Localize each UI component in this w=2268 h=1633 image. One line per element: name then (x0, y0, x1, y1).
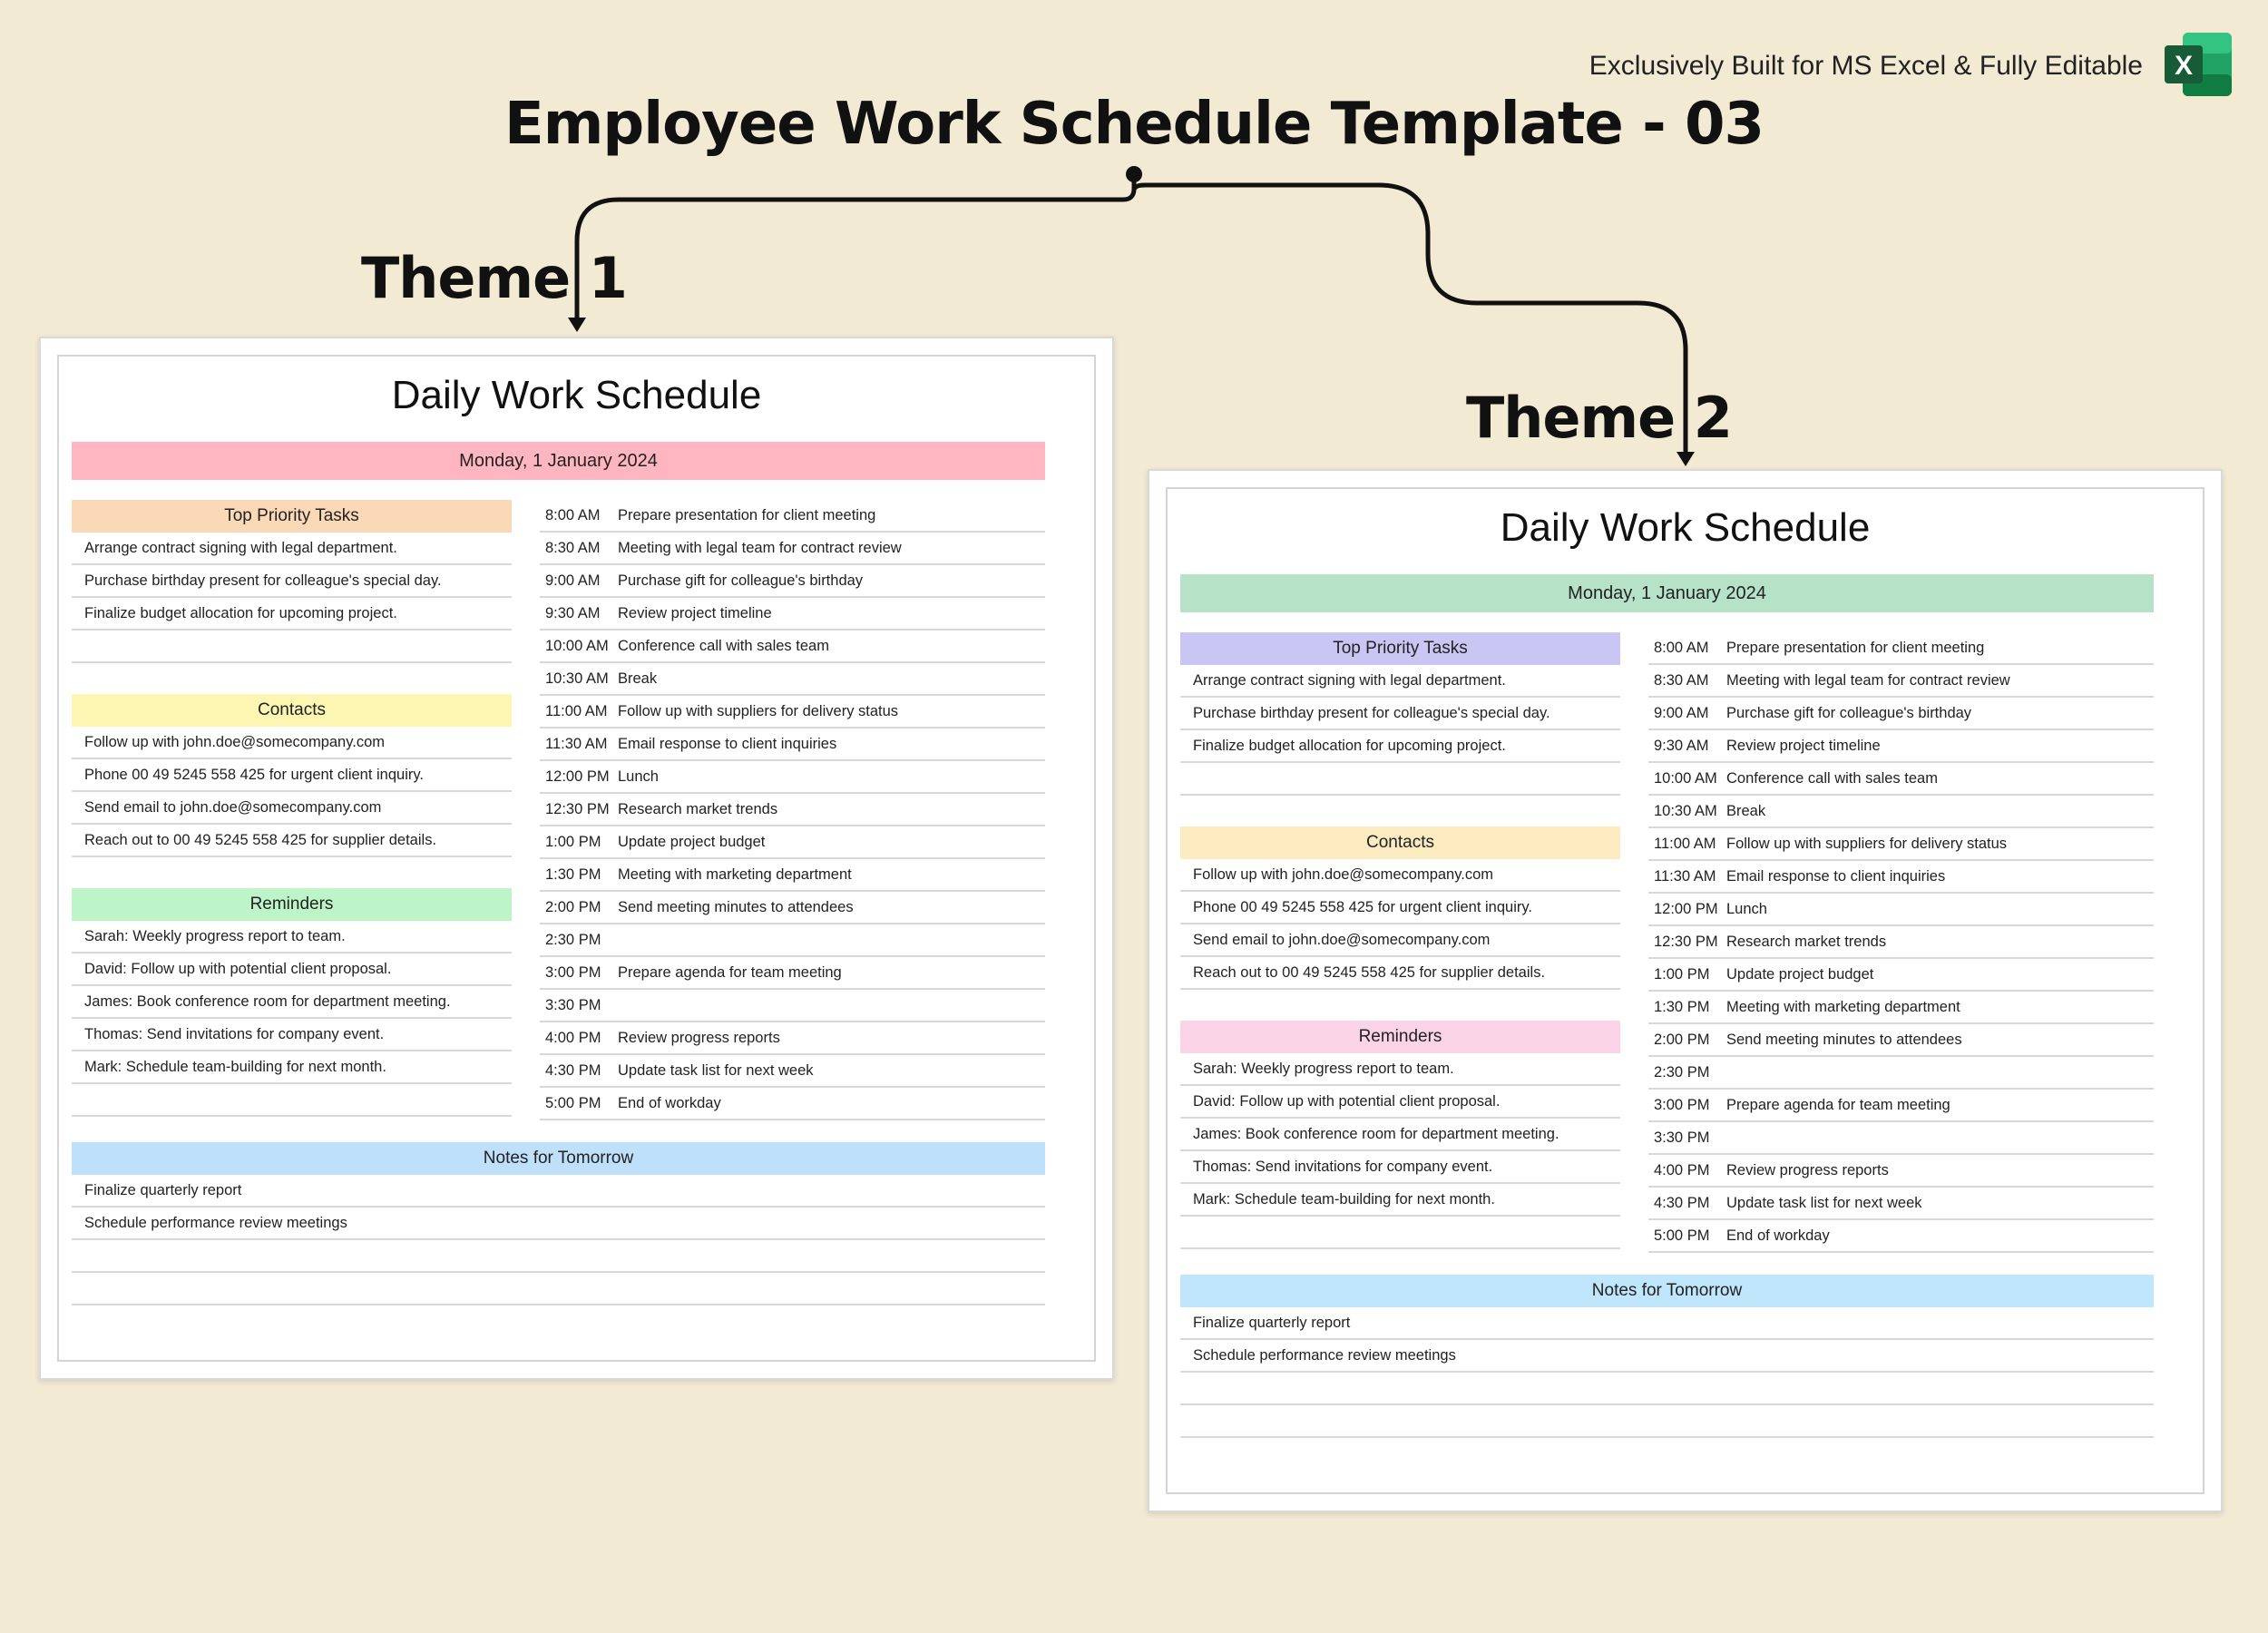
date-banner: Monday, 1 January 2024 (1180, 574, 2154, 612)
schedule-time: 11:30 AM (545, 736, 608, 752)
contacts-item: Follow up with john.doe@somecompany.com (1180, 859, 1620, 892)
schedule-time: 8:30 AM (1654, 672, 1709, 689)
schedule-time: 1:00 PM (545, 834, 601, 850)
contacts-item: Phone 00 49 5245 558 425 for urgent client inquiry. (1180, 892, 1620, 924)
schedule-activity: Email response to client inquiries (618, 736, 837, 752)
schedule-row (540, 924, 1045, 957)
schedule-column (540, 500, 1045, 1120)
schedule-time: 5:00 PM (1654, 1227, 1710, 1244)
notes-item: Finalize quarterly report (72, 1175, 1045, 1208)
contacts-header: Contacts (72, 694, 512, 727)
schedule-activity: Prepare presentation for client meeting (1726, 640, 1985, 656)
schedule-activity: Conference call with sales team (618, 638, 829, 654)
schedule-time: 2:30 PM (1654, 1064, 1710, 1081)
reminders-header: Reminders (72, 888, 512, 921)
schedule-row (1648, 1188, 2154, 1220)
tasks-item: Purchase birthday present for colleague's special day. (1180, 698, 1620, 730)
schedule-row (540, 598, 1045, 631)
schedule-time: 10:30 AM (545, 670, 609, 687)
contacts-item: Phone 00 49 5245 558 425 for urgent client inquiry. (72, 759, 512, 792)
schedule-time: 3:30 PM (1654, 1129, 1710, 1146)
schedule-activity: Send meeting minutes to attendees (1726, 1032, 1962, 1048)
sheet-title: Daily Work Schedule (391, 373, 762, 417)
schedule-activity (618, 990, 1045, 1021)
schedule-activity (1726, 1057, 2154, 1088)
schedule-time: 3:00 PM (545, 964, 601, 981)
schedule-activity: Lunch (1726, 901, 1767, 917)
schedule-time: 2:00 PM (1654, 1032, 1710, 1048)
schedule-activity: Meeting with legal team for contract review (1726, 672, 2010, 689)
schedule-activity: Purchase gift for colleague's birthday (618, 572, 864, 589)
spacer (1180, 990, 1620, 1021)
schedule-row (540, 957, 1045, 990)
schedule-time: 1:30 PM (545, 866, 601, 883)
schedule-time: 8:00 AM (1654, 640, 1709, 656)
notes-section (1180, 1275, 2154, 1438)
schedule-row (1648, 763, 2154, 796)
schedule-row (1648, 1155, 2154, 1188)
theme1-schedule-sheet (39, 337, 1114, 1380)
schedule-activity: Research market trends (618, 801, 778, 817)
notes-item: Schedule performance review meetings (72, 1208, 1045, 1240)
schedule-activity (618, 924, 1045, 955)
schedule-row (1648, 828, 2154, 861)
schedule-row (1648, 1057, 2154, 1090)
reminders-item: Thomas: Send invitations for company event. (1180, 1151, 1620, 1184)
schedule-row (1648, 894, 2154, 926)
spacer (72, 857, 512, 888)
tasks-item: Finalize budget allocation for upcoming project. (72, 598, 512, 631)
schedule-time: 5:00 PM (545, 1095, 601, 1111)
schedule-activity: Review project timeline (1726, 738, 1881, 754)
schedule-time: 10:00 AM (545, 638, 609, 654)
schedule-activity: Update task list for next week (618, 1062, 814, 1079)
schedule-activity: Prepare agenda for team meeting (1726, 1097, 1950, 1113)
theme2-schedule-sheet (1148, 469, 2223, 1512)
contacts-item: Reach out to 00 49 5245 558 425 for supplier details. (1180, 957, 1620, 990)
schedule-activity: Review project timeline (618, 605, 772, 621)
schedule-time: 8:30 AM (545, 540, 601, 556)
schedule-time: 4:30 PM (1654, 1195, 1710, 1211)
schedule-time: 4:00 PM (545, 1030, 601, 1046)
schedule-time: 11:00 AM (1654, 836, 1716, 852)
notes-item: Finalize quarterly report (1180, 1307, 2154, 1340)
theme2-label: Theme 2 (1466, 385, 1732, 451)
tasks-item: Arrange contract signing with legal department. (1180, 665, 1620, 698)
theme1-label: Theme 1 (361, 245, 627, 311)
schedule-activity (1726, 1122, 2154, 1153)
tasks-header: Top Priority Tasks (1180, 632, 1620, 665)
schedule-row (1648, 1220, 2154, 1253)
schedule-time: 9:30 AM (1654, 738, 1709, 754)
schedule-row (1648, 665, 2154, 698)
reminders-item (72, 1084, 512, 1117)
schedule-row (540, 990, 1045, 1022)
sheet-title: Daily Work Schedule (1500, 505, 1871, 550)
schedule-row (540, 631, 1045, 663)
reminders-item: David: Follow up with potential client proposal. (1180, 1086, 1620, 1119)
notes-item (72, 1273, 1045, 1305)
schedule-time: 4:00 PM (1654, 1162, 1710, 1178)
schedule-activity: Meeting with marketing department (618, 866, 852, 883)
schedule-row (540, 1022, 1045, 1055)
schedule-row (540, 859, 1045, 892)
schedule-row (1648, 992, 2154, 1024)
reminders-header: Reminders (1180, 1021, 1620, 1053)
schedule-row (540, 892, 1045, 924)
schedule-row (1648, 959, 2154, 992)
schedule-row (540, 826, 1045, 859)
schedule-activity: End of workday (618, 1095, 721, 1111)
contacts-item: Send email to john.doe@somecompany.com (1180, 924, 1620, 957)
schedule-row (540, 663, 1045, 696)
reminders-item: Thomas: Send invitations for company event. (72, 1019, 512, 1051)
schedule-activity: Lunch (618, 768, 659, 785)
reminders-item: Sarah: Weekly progress report to team. (72, 921, 512, 953)
schedule-row (1648, 632, 2154, 665)
tasks-item (72, 631, 512, 663)
schedule-time: 12:00 PM (545, 768, 610, 785)
schedule-row (1648, 1090, 2154, 1122)
schedule-activity: Follow up with suppliers for delivery status (1726, 836, 2008, 852)
schedule-time: 3:30 PM (545, 997, 601, 1013)
schedule-time: 1:00 PM (1654, 966, 1710, 983)
schedule-row (540, 794, 1045, 826)
schedule-time: 12:30 PM (1654, 934, 1718, 950)
tasks-header: Top Priority Tasks (72, 500, 512, 533)
reminders-item: James: Book conference room for department meeting. (1180, 1119, 1620, 1151)
schedule-activity: Review progress reports (1726, 1162, 1889, 1178)
schedule-activity: Send meeting minutes to attendees (618, 899, 854, 915)
schedule-activity: Follow up with suppliers for delivery status (618, 703, 899, 719)
excel-icon (2161, 29, 2235, 100)
schedule-time: 1:30 PM (1654, 999, 1710, 1015)
schedule-activity: Conference call with sales team (1726, 770, 1938, 787)
schedule-time: 8:00 AM (545, 507, 601, 523)
schedule-activity: Meeting with legal team for contract review (618, 540, 902, 556)
schedule-time: 9:00 AM (1654, 705, 1709, 721)
schedule-time: 10:00 AM (1654, 770, 1717, 787)
schedule-row (1648, 698, 2154, 730)
schedule-time: 3:00 PM (1654, 1097, 1710, 1113)
schedule-row (1648, 1024, 2154, 1057)
schedule-activity: Review progress reports (618, 1030, 780, 1046)
schedule-time: 11:00 AM (545, 703, 608, 719)
schedule-time: 9:30 AM (545, 605, 601, 621)
reminders-item: Mark: Schedule team-building for next month. (72, 1051, 512, 1084)
schedule-activity: Email response to client inquiries (1726, 868, 1946, 885)
tasks-item: Finalize budget allocation for upcoming project. (1180, 730, 1620, 763)
schedule-activity: Purchase gift for colleague's birthday (1726, 705, 1972, 721)
schedule-activity: Update project budget (1726, 966, 1874, 983)
schedule-time: 12:30 PM (545, 801, 610, 817)
schedule-activity: Research market trends (1726, 934, 1887, 950)
notes-header: Notes for Tomorrow (72, 1142, 1045, 1175)
schedule-time: 2:00 PM (545, 899, 601, 915)
schedule-row (540, 1088, 1045, 1120)
reminders-item: David: Follow up with potential client proposal. (72, 953, 512, 986)
schedule-activity: Meeting with marketing department (1726, 999, 1960, 1015)
schedule-time: 9:00 AM (545, 572, 601, 589)
contacts-item: Send email to john.doe@somecompany.com (72, 792, 512, 825)
schedule-time: 12:00 PM (1654, 901, 1718, 917)
schedule-activity: Break (1726, 803, 1766, 819)
schedule-time: 2:30 PM (545, 932, 601, 948)
tasks-item (1180, 763, 1620, 796)
spacer (72, 663, 512, 694)
excel-letter: X (2174, 51, 2194, 81)
schedule-row (1648, 730, 2154, 763)
tasks-item: Purchase birthday present for colleague's special day. (72, 565, 512, 598)
schedule-row (1648, 861, 2154, 894)
schedule-row (540, 728, 1045, 761)
notes-item (72, 1240, 1045, 1273)
left-column (72, 500, 512, 1117)
schedule-activity: Prepare agenda for team meeting (618, 964, 842, 981)
notes-item (1180, 1373, 2154, 1405)
schedule-activity: Break (618, 670, 658, 687)
page-title: Employee Work Schedule Template - 03 (504, 91, 1764, 158)
notes-section (72, 1142, 1045, 1305)
reminders-item: Mark: Schedule team-building for next month. (1180, 1184, 1620, 1217)
schedule-row (1648, 1122, 2154, 1155)
schedule-row (1648, 796, 2154, 828)
tagline: Exclusively Built for MS Excel & Fully Editable (1589, 51, 2143, 81)
notes-item: Schedule performance review meetings (1180, 1340, 2154, 1373)
reminders-item: James: Book conference room for department meeting. (72, 986, 512, 1019)
contacts-item: Reach out to 00 49 5245 558 425 for supplier details. (72, 825, 512, 857)
schedule-activity: Update project budget (618, 834, 766, 850)
tasks-item: Arrange contract signing with legal department. (72, 533, 512, 565)
left-column (1180, 632, 1620, 1249)
schedule-row (540, 565, 1045, 598)
notes-item (1180, 1405, 2154, 1438)
contacts-header: Contacts (1180, 826, 1620, 859)
schedule-time: 4:30 PM (545, 1062, 601, 1079)
contacts-item: Follow up with john.doe@somecompany.com (72, 727, 512, 759)
schedule-time: 10:30 AM (1654, 803, 1717, 819)
spacer (1180, 796, 1620, 826)
reminders-item: Sarah: Weekly progress report to team. (1180, 1053, 1620, 1086)
schedule-activity: Update task list for next week (1726, 1195, 1922, 1211)
schedule-row (1648, 926, 2154, 959)
schedule-row (540, 533, 1045, 565)
reminders-item (1180, 1217, 1620, 1249)
schedule-time: 11:30 AM (1654, 868, 1716, 885)
schedule-row (540, 500, 1045, 533)
schedule-activity: Prepare presentation for client meeting (618, 507, 876, 523)
schedule-row (540, 1055, 1045, 1088)
schedule-column (1648, 632, 2154, 1253)
schedule-activity: End of workday (1726, 1227, 1830, 1244)
schedule-row (540, 761, 1045, 794)
date-banner: Monday, 1 January 2024 (72, 442, 1045, 480)
notes-header: Notes for Tomorrow (1180, 1275, 2154, 1307)
schedule-row (540, 696, 1045, 728)
